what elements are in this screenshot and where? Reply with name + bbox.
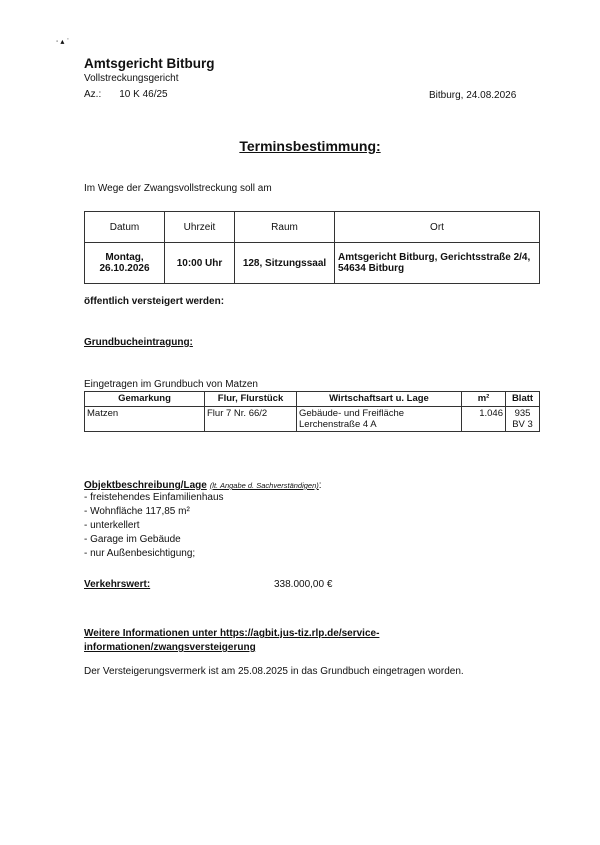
header-flur: Flur, Flurstück <box>205 392 297 407</box>
blatt-line1: 935 <box>514 408 531 419</box>
cell-qm: 1.046 <box>462 407 506 432</box>
wirtschaftsart-line1: Gebäude- und Freifläche <box>299 408 405 419</box>
objekt-item: - nur Außenbesichtigung; <box>84 548 196 559</box>
objekt-heading-text: Objektbeschreibung/Lage <box>84 480 207 491</box>
cell-flur: Flur 7 Nr. 66/2 <box>205 407 297 432</box>
wirtschaftsart-line2: Lerchenstraße 4 A <box>299 419 377 430</box>
court-name: Amtsgericht Bitburg <box>84 56 215 71</box>
vermerk-text: Der Versteigerungsvermerk ist am 25.08.2025 in das Grundbuch eingetragen worden. <box>84 666 464 677</box>
objekt-item: - freistehendes Einfamilienhaus <box>84 492 224 503</box>
objekt-item: - Garage im Gebäude <box>84 534 181 545</box>
grundbuch-table-row <box>85 407 540 432</box>
header-ort: Ort <box>335 212 540 243</box>
verkehrswert-label: Verkehrswert: <box>84 579 151 590</box>
objekt-heading-colon: : <box>318 480 322 491</box>
objekt-item: - Wohnfläche 117,85 m² <box>84 506 190 517</box>
eingetragen-text: Eingetragen im Grundbuch von Matzen <box>84 379 258 390</box>
cell-blatt <box>506 407 540 432</box>
document-title: Terminsbestimmung: <box>239 138 381 154</box>
objekt-item: - unterkellert <box>84 520 140 531</box>
cell-wirtschaftsart <box>297 407 462 432</box>
verkehrswert-value: 338.000,00 € <box>274 579 333 590</box>
header-raum: Raum <box>235 212 335 243</box>
header-gemarkung: Gemarkung <box>85 392 205 407</box>
header-blatt: Blatt <box>506 392 540 407</box>
cell-raum: 128, Sitzungssaal <box>235 243 335 284</box>
place-date: Bitburg, 24.08.2026 <box>429 90 517 101</box>
scan-marks: ⸱ ▴ ˈ <box>56 37 70 46</box>
cell-ort: Amtsgericht Bitburg, Gerichtsstraße 2/4, 54634 Bitburg <box>335 243 540 284</box>
cell-datum: Montag, 26.10.2026 <box>85 243 165 284</box>
file-number-label: Az.: <box>84 89 102 100</box>
header-qm: m² <box>462 392 506 407</box>
grundbuch-table-header <box>85 392 540 407</box>
court-subtitle: Vollstreckungsgericht <box>84 73 179 84</box>
termin-table <box>84 211 540 284</box>
versteigert-text: öffentlich versteigert werden: <box>84 296 225 307</box>
file-number-value: 10 K 46/25 <box>119 89 168 100</box>
objekt-heading <box>84 480 322 491</box>
cell-uhrzeit: 10:00 Uhr <box>165 243 235 284</box>
grundbuch-heading: Grundbucheintragung: <box>84 337 193 348</box>
intro-text: Im Wege der Zwangsvollstreckung soll am <box>84 183 272 194</box>
weitere-informationen-link[interactable]: Weitere Informationen unter https://agbit.jus-tiz.rlp.de/service-informationen/zwangsversteigerung <box>84 628 380 653</box>
termin-table-row <box>85 243 540 284</box>
cell-gemarkung: Matzen <box>85 407 205 432</box>
grundbuch-table <box>84 391 540 432</box>
blatt-line2: BV 3 <box>512 419 533 430</box>
objekt-list <box>84 491 224 561</box>
header-datum: Datum <box>85 212 165 243</box>
header-uhrzeit: Uhrzeit <box>165 212 235 243</box>
header-wirtschaftsart: Wirtschaftsart u. Lage <box>297 392 462 407</box>
objekt-heading-note: (lt. Angabe d. Sachverständigen) <box>209 481 319 490</box>
file-number <box>84 89 168 100</box>
termin-table-header <box>85 212 540 243</box>
